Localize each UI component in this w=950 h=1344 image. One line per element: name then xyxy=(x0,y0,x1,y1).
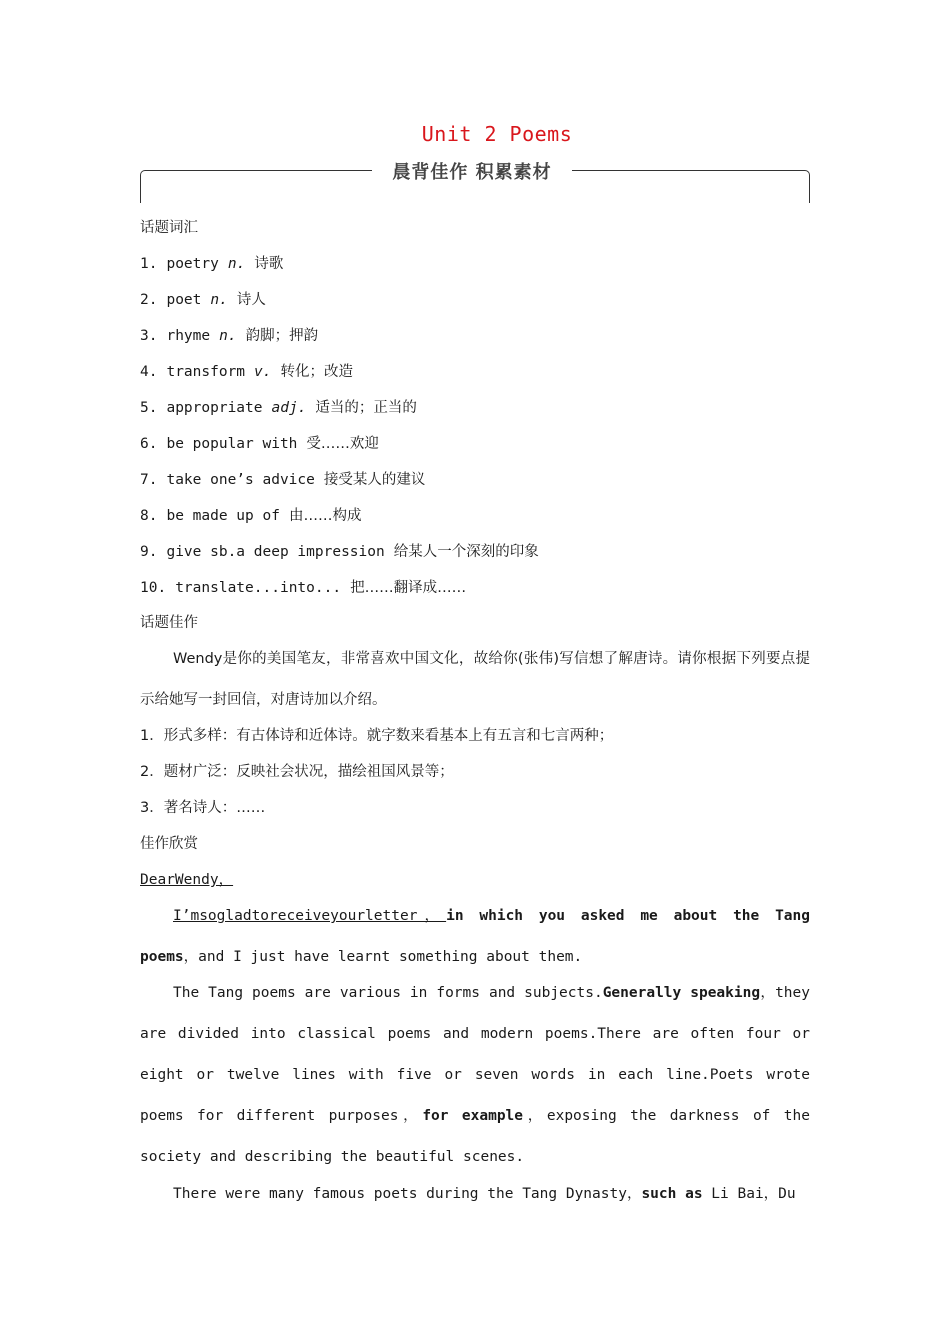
vocab-part-of-speech: n. xyxy=(219,328,237,344)
vocab-chinese: 诗歌 xyxy=(254,256,284,272)
vocab-chinese: 韵脚；押韵 xyxy=(245,328,319,344)
section-banner xyxy=(140,162,810,204)
vocab-number: 6. xyxy=(140,436,158,452)
vocab-item xyxy=(140,326,318,346)
vocab-number: 9. xyxy=(140,544,158,560)
text-run: ，they are divided into classical poems and modern poems.There are often four or eight or twelve lines with five or seven words in each line.Poets wrote poems for different purposes， xyxy=(140,985,810,1124)
vocab-part-of-speech: adj. xyxy=(271,400,307,416)
letter-paragraph-1 xyxy=(140,896,810,978)
vocab-item xyxy=(140,254,283,274)
vocab-number: 7. xyxy=(140,472,158,488)
vocab-chinese: 给某人一个深刻的印象 xyxy=(393,544,539,560)
vocab-english: appropriate xyxy=(166,400,263,416)
letter-paragraph-3 xyxy=(140,1174,810,1215)
vocab-english: transform xyxy=(166,364,246,380)
vocab-english: rhyme xyxy=(166,328,211,344)
vocab-english: give sb.a deep impression xyxy=(166,544,385,560)
vocab-part-of-speech: v. xyxy=(254,364,272,380)
key-phrase: Generally speaking xyxy=(602,985,761,1001)
vocab-number: 4. xyxy=(140,364,158,380)
vocab-part-of-speech: n. xyxy=(227,256,246,272)
vocab-number: 10. xyxy=(140,580,167,596)
vocab-english: be popular with xyxy=(166,436,298,452)
underlined-phrase: I’msogladtoreceiveyourletter， xyxy=(173,908,447,924)
vocab-chinese: 由……构成 xyxy=(288,508,362,524)
writing-heading: 话题佳作 xyxy=(140,615,198,631)
letter-paragraph-2 xyxy=(140,973,810,1178)
vocab-number: 5. xyxy=(140,400,158,416)
letter-salutation: DearWendy， xyxy=(140,872,234,888)
vocab-chinese: 受……欢迎 xyxy=(306,436,379,452)
text-run: ，exposing the darkness of the society and describing the beautiful scenes. xyxy=(140,1108,810,1165)
task-point-2: 2．题材广泛：反映社会状况，描绘祖国风景等； xyxy=(140,764,454,780)
vocab-item xyxy=(140,542,539,562)
vocab-item xyxy=(140,398,417,418)
page-title: Unit 2 Poems xyxy=(421,122,573,146)
task-point-1: 1．形式多样：有古体诗和近体诗。就字数来看基本上有五言和七言两种； xyxy=(140,728,614,744)
vocab-english: poet xyxy=(166,292,202,308)
vocab-chinese: 把……翻译成…… xyxy=(350,580,467,596)
vocab-chinese: 转化；改造 xyxy=(280,364,354,380)
vocab-item xyxy=(140,506,361,526)
vocab-english: take one’s advice xyxy=(166,472,315,488)
vocab-number: 1. xyxy=(140,256,158,272)
banner-text: 晨背佳作 积累素材 xyxy=(372,158,572,184)
key-phrase: such as xyxy=(641,1186,703,1202)
text-run: Li Bai，Du xyxy=(702,1186,796,1202)
vocab-english: be made up of xyxy=(166,508,280,524)
task-point-3: 3．著名诗人：…… xyxy=(140,800,266,816)
vocab-chinese: 适当的；正当的 xyxy=(315,400,417,416)
vocab-english: translate...into... xyxy=(175,580,342,596)
task-intro: Wendy是你的美国笔友，非常喜欢中国文化，故给你(张伟)写信想了解唐诗。请你根据下列要点提示给她写一封回信，对唐诗加以介绍。 xyxy=(140,651,810,708)
vocab-english: poetry xyxy=(166,256,219,272)
vocab-item xyxy=(140,362,353,382)
text-run: The Tang poems are various in forms and subjects. xyxy=(173,985,603,1001)
vocab-item xyxy=(140,470,425,490)
vocab-number: 8. xyxy=(140,508,158,524)
vocab-number: 2. xyxy=(140,292,158,308)
appreciation-heading: 佳作欣赏 xyxy=(140,836,198,852)
vocab-number: 3. xyxy=(140,328,158,344)
text-run: ，and I just have learnt something about them. xyxy=(183,949,583,965)
vocab-heading: 话题词汇 xyxy=(140,220,198,236)
vocab-item xyxy=(140,578,466,598)
text-run: There were many famous poets during the Tang Dynasty， xyxy=(173,1186,642,1202)
vocab-chinese: 诗人 xyxy=(236,292,266,308)
vocab-item xyxy=(140,434,379,454)
key-phrase: for example xyxy=(422,1108,524,1124)
vocab-part-of-speech: n. xyxy=(210,292,228,308)
vocab-chinese: 接受某人的建议 xyxy=(323,472,426,488)
key-phrase: in which you asked me about the Tang poems xyxy=(140,908,810,965)
vocab-item xyxy=(140,290,266,310)
